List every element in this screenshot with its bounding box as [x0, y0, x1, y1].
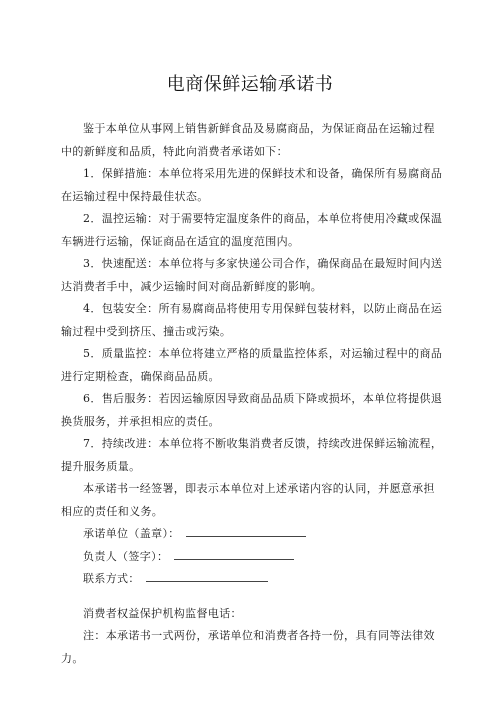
intro-paragraph: 鉴于本单位从事网上销售新鲜食品及易腐商品，为保证商品在运输过程中的新鲜度和品质，特此向消费者承诺如下： [61, 122, 435, 158]
commitment-item-3: 3．快速配送：本单位将与多家快递公司合作，确保商品在最短时间内送达消费者手中，减少运输时间对商品新鲜度的影响。 [61, 257, 443, 293]
document-title: 电商保鲜运输承诺书 [166, 74, 334, 95]
commitment-item-7: 7．持续改进：本单位将不断收集消费者反馈，持续改进保鲜运输流程，提升服务质量。 [61, 437, 443, 473]
closing-paragraph: 本承诺书一经签署，即表示本单位对上述承诺内容的认同，并愿意承担相应的责任和义务。 [61, 482, 435, 518]
signature-unit-row [61, 523, 443, 546]
signature-person-label: 负责人（签字）： [83, 549, 169, 563]
spacer [61, 591, 443, 603]
contact-line [146, 573, 268, 582]
commitment-item-1: 1．保鲜措施：本单位将采用先进的保鲜技术和设备，确保所有易腐商品在运输过程中保持最佳状态。 [61, 167, 443, 203]
document-body [61, 118, 443, 670]
commitment-item-4: 4．包装安全：所有易腐商品将使用专用保鲜包装材料，以防止商品在运输过程中受到挤压、撞击或污染。 [61, 302, 443, 338]
commitment-item-2: 2．温控运输：对于需要特定温度条件的商品，本单位将使用冷藏或保温车辆进行运输，保证商品在适宜的温度范围内。 [61, 212, 443, 248]
signature-unit-line [186, 528, 306, 537]
supervision-line: 消费者权益保护机构监督电话： [83, 606, 242, 620]
commitment-item-6: 6．售后服务：若因运输原因导致商品品质下降或损坏，本单位将提供退换货服务，并承担相应的责任。 [61, 392, 443, 428]
signature-unit-label: 承诺单位（盖章）： [83, 527, 180, 540]
signature-person-line [174, 551, 294, 560]
contact-row [61, 568, 443, 591]
signature-person-row [61, 546, 443, 569]
contact-label: 联系方式： [83, 572, 140, 585]
commitment-item-5: 5．质量监控：本单位将建立严格的质量监控体系，对运输过程中的商品进行定期检查，确保商品品质。 [61, 347, 443, 383]
note-line: 注：本承诺书一式两份，承诺单位和消费者各持一份，具有同等法律效力。 [61, 629, 435, 665]
